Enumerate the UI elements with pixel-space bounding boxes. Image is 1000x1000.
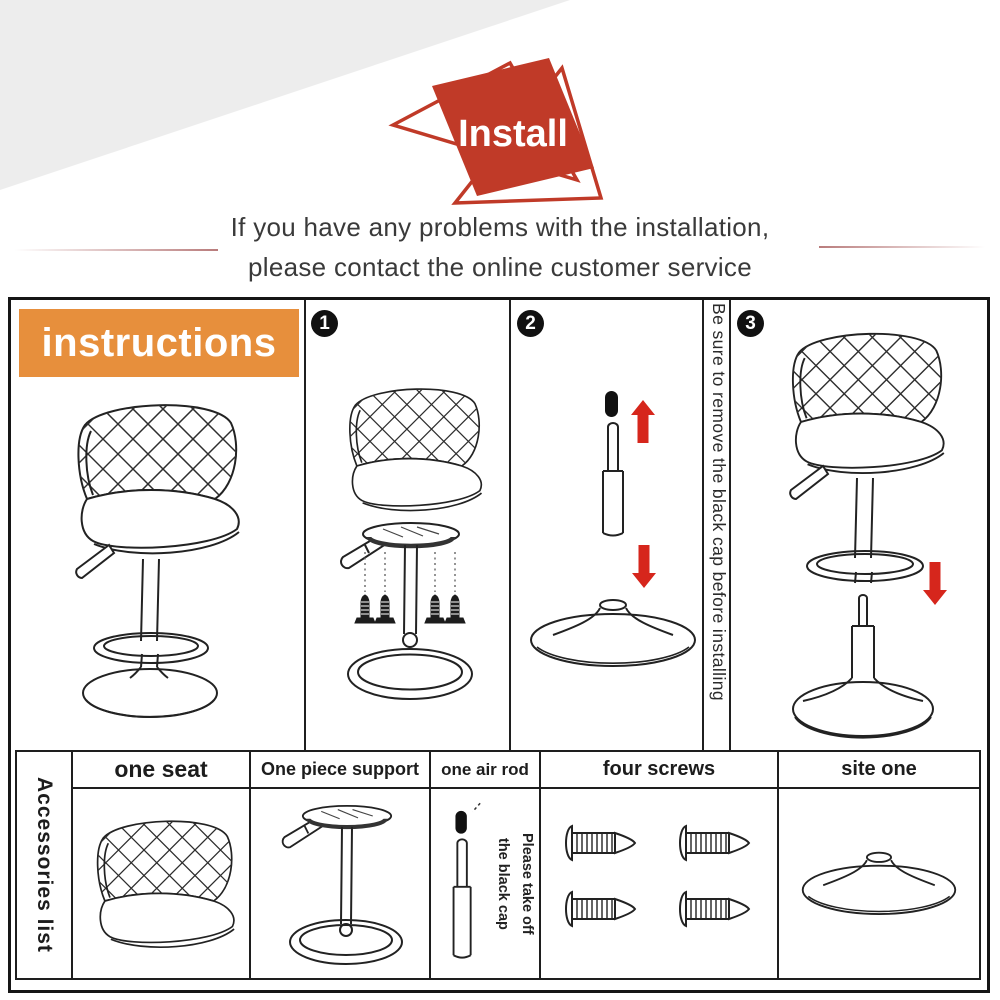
air-rod-note bbox=[491, 797, 539, 971]
air-rod-icon bbox=[445, 799, 483, 969]
accessory-header-four-screws bbox=[541, 752, 779, 789]
accessory-header-site-one bbox=[779, 752, 979, 789]
decor-line-left bbox=[14, 249, 218, 251]
arrow-down-icon bbox=[923, 562, 947, 605]
decor-line-right bbox=[819, 246, 985, 248]
remove-cap-note-vertical: Be sure to remove the black cap before installing bbox=[709, 303, 729, 702]
accessory-cell-screws bbox=[541, 789, 779, 978]
step-3-diagram bbox=[739, 326, 977, 742]
stool-complete-diagram bbox=[39, 395, 274, 730]
step-3-badge: 3 bbox=[737, 310, 764, 337]
accessory-header-one-air-rod bbox=[431, 752, 541, 789]
black-cap-icon bbox=[455, 810, 466, 833]
notice-line-1: If you have any problems with the installation, bbox=[230, 212, 770, 242]
accessories-table bbox=[15, 750, 981, 980]
support-icon bbox=[265, 796, 415, 972]
accessory-label: one seat bbox=[114, 756, 208, 782]
arrow-down-icon bbox=[632, 545, 656, 588]
accessory-cell-seat bbox=[73, 789, 251, 978]
accessory-header-one-seat bbox=[73, 752, 251, 789]
panel-divider bbox=[304, 300, 306, 750]
air-rod-note-line-1: Please take off bbox=[519, 832, 535, 935]
accessory-header-one-piece-support bbox=[251, 752, 431, 789]
arrow-up-icon bbox=[631, 400, 655, 443]
instructions-title: instructions bbox=[41, 320, 277, 365]
accessory-label: four screws bbox=[602, 758, 716, 780]
notice-line-2: please contact the online customer service bbox=[248, 252, 752, 282]
air-rod-diagram bbox=[589, 391, 635, 539]
accessory-label: one air rod bbox=[441, 759, 529, 779]
accessory-cell-air-rod bbox=[431, 789, 541, 978]
base-diagram bbox=[527, 595, 699, 673]
install-label: Install bbox=[458, 113, 568, 155]
step-1-diagram bbox=[307, 382, 507, 737]
black-cap-icon bbox=[605, 391, 618, 417]
instructions-header bbox=[19, 309, 299, 377]
accessories-title-cell bbox=[17, 752, 73, 978]
panel-divider bbox=[509, 300, 511, 750]
four-screws-icon bbox=[553, 818, 765, 950]
base-icon bbox=[798, 847, 960, 921]
air-rod-note-line-2: the black cap bbox=[495, 837, 511, 930]
accessory-label: site one bbox=[841, 758, 917, 780]
accessory-label: One piece support bbox=[260, 759, 420, 779]
seat-icon bbox=[74, 813, 249, 955]
accessories-title: Accessories list bbox=[33, 777, 56, 953]
step-1-badge: 1 bbox=[311, 310, 338, 337]
instructions-board bbox=[8, 297, 990, 993]
accessory-cell-base bbox=[779, 789, 979, 978]
install-badge bbox=[388, 46, 618, 212]
accessory-cell-support bbox=[251, 789, 431, 978]
step-2-badge: 2 bbox=[517, 310, 544, 337]
panel-divider bbox=[729, 300, 731, 750]
